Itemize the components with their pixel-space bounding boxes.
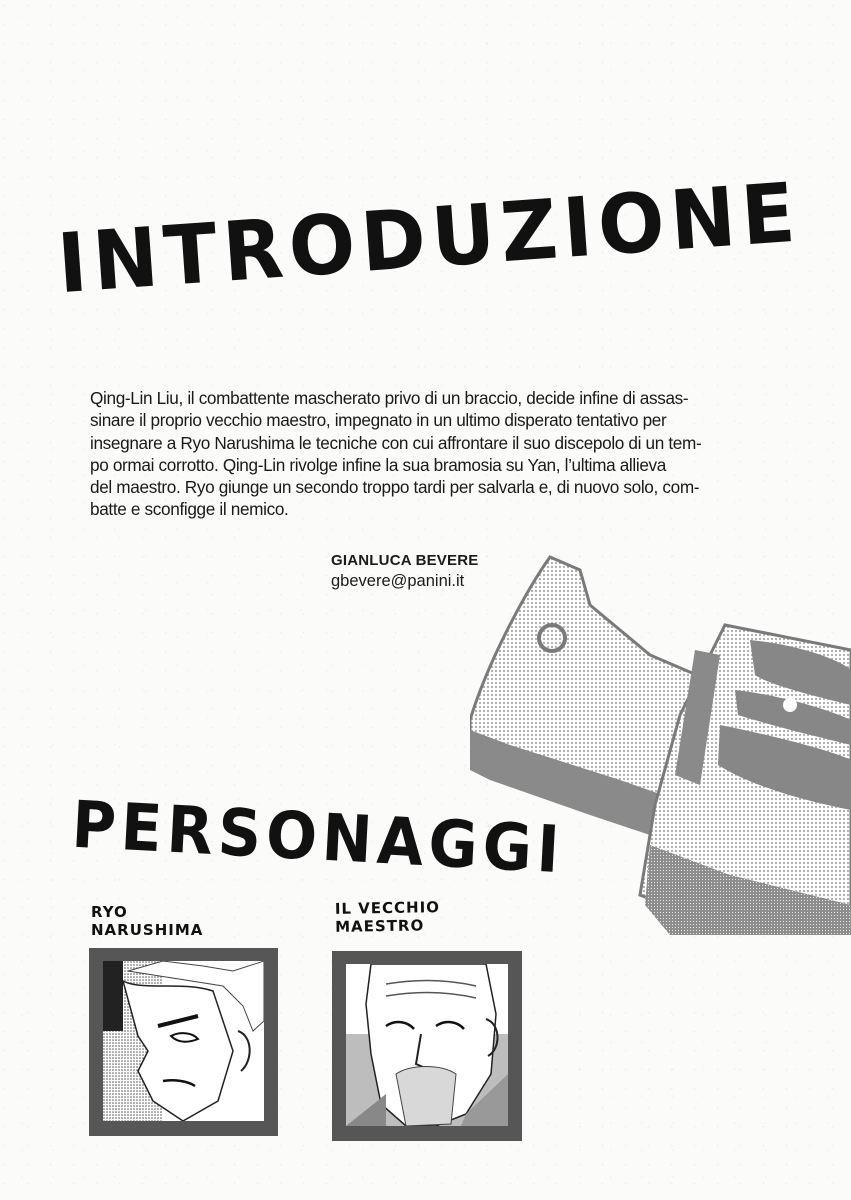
- character-name-old-master: [335, 898, 441, 936]
- character-portrait-ryo: [89, 948, 278, 1136]
- character-name-line: NARUSHIMA: [91, 921, 204, 939]
- ryo-portrait-icon: [103, 961, 264, 1121]
- character-name-line: IL VECCHIO: [334, 898, 441, 918]
- intro-paragraph: [90, 387, 745, 521]
- author-signature: [331, 552, 478, 591]
- character-name-line: RYO: [91, 903, 128, 921]
- intro-line: insegnare a Ryo Narushima le tecniche con cui affrontare il suo discepolo di un tem-: [90, 432, 702, 453]
- character-name-line: MAESTRO: [335, 916, 425, 936]
- character-portrait-old-master: [332, 951, 522, 1141]
- intro-line: del maestro. Ryo giunge un secondo troppo tardi per salvarla e, di nuovo solo, com-: [90, 477, 700, 498]
- intro-line: sinare il proprio vecchio maestro, impegnato in un ultimo disperato tentativo per: [90, 410, 667, 431]
- author-name: GIANLUCA BEVERE: [331, 552, 479, 569]
- author-email: gbevere@panini.it: [331, 572, 465, 590]
- characters-heading: PERSONAGGI: [70, 787, 567, 889]
- character-name-ryo: [91, 903, 203, 939]
- intro-line: po ormai corrotto. Qing-Lin rivolge infine la sua bramosia su Yan, l’ultima allieva: [90, 454, 666, 475]
- old-master-portrait-icon: [346, 964, 508, 1126]
- intro-heading: INTRODUZIONE: [54, 165, 804, 313]
- intro-line: Qing-Lin Liu, il combattente mascherato privo di un braccio, decide infine di assas-: [90, 388, 689, 408]
- intro-line: batte e sconfigge il nemico.: [90, 499, 289, 520]
